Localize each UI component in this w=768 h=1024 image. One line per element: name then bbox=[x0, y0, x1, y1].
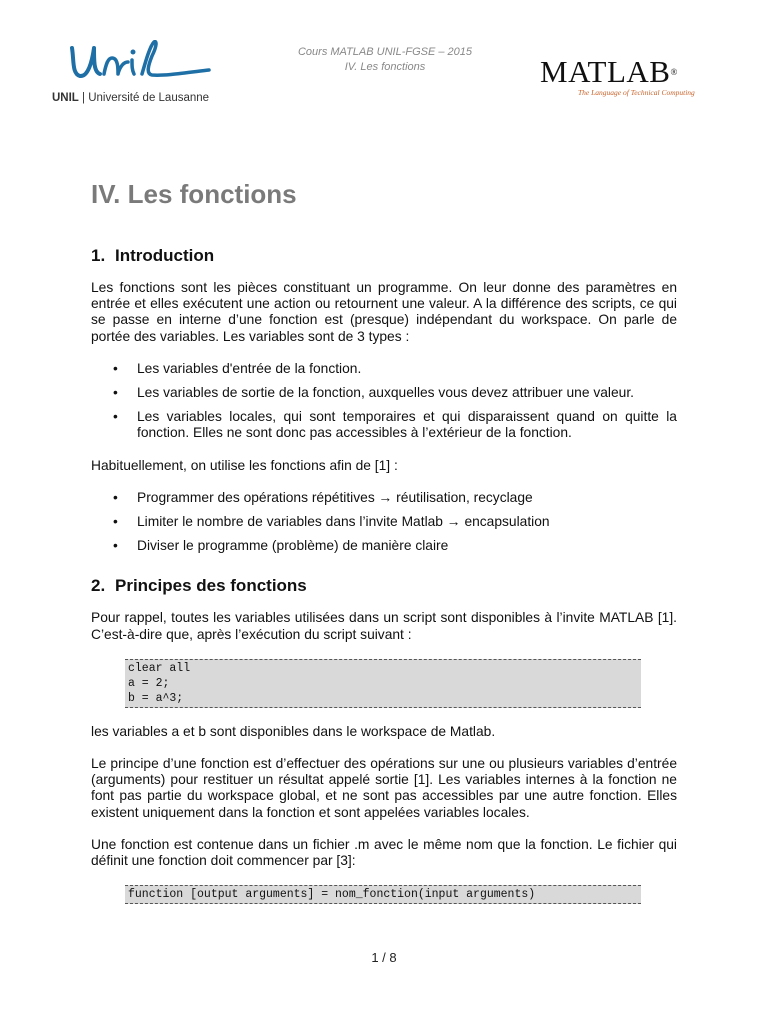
paragraph: Habituellement, on utilise les fonctions afin de [1] : bbox=[91, 457, 398, 473]
code-line: b = a^3; bbox=[128, 691, 184, 705]
document-body bbox=[91, 178, 677, 920]
unil-wordmark-icon bbox=[64, 40, 214, 90]
matlab-tagline: The Language of Technical Computing bbox=[578, 88, 695, 97]
running-header bbox=[250, 45, 520, 75]
page-number: 1 / 8 bbox=[371, 950, 397, 965]
list-item: • Les variables de sortie de la fonction, auxquelles vous devez attribuer une valeur. bbox=[91, 385, 677, 401]
paragraph: les variables a et b sont disponibles dans le workspace de Matlab. bbox=[91, 723, 496, 739]
code-block bbox=[125, 659, 641, 708]
code-line: function [output arguments] = nom_fonction(input arguments) bbox=[128, 888, 536, 902]
code-block bbox=[125, 885, 641, 904]
paragraph: Pour rappel, toutes les variables utilisées dans un script sont disponibles à l’invite MATLAB [1]. C’est-à-dire que, après l’exécution du script suivant : bbox=[91, 610, 677, 642]
list-item: • Limiter le nombre de variables dans l’invite Matlab → encapsulation bbox=[91, 514, 677, 530]
unil-caption: UNIL | Université de Lausanne bbox=[52, 92, 210, 104]
list-item: • Programmer des opérations répétitives → réutilisation, recyclage bbox=[91, 490, 677, 506]
section-heading-principes: 2. Principes des fonctions bbox=[91, 576, 307, 596]
paragraph: Les fonctions sont les pièces constituant un programme. On leur donne des paramètres en entrée et elles exécutent une action ou retournent une valeur. A la différence des scripts, ce qui se passe en interne d’une fonction est (presque) indépendant du workspace. On parle de portée des variables. Les variables sont de 3 types : bbox=[91, 280, 677, 344]
bullet-list bbox=[91, 361, 677, 442]
paragraph: Une fonction est contenue dans un fichier .m avec le même nom que la fonction. Le fichier qui définit une fonction doit commencer par [3]: bbox=[91, 836, 677, 869]
chapter-label: IV. Les fonctions bbox=[344, 61, 426, 73]
unil-logo bbox=[52, 40, 242, 110]
matlab-logo bbox=[540, 56, 715, 100]
paragraph: Le principe d’une fonction est d’effectuer des opérations sur une ou plusieurs variables d’entrée (arguments) pour restituer un résultat appelé sortie [1]. Les variables internes à la fonction ne font pas partie du workspace global, et ne sont pas accessibles par une autre fonction. Elles existent uniquement dans la fonction et sont appelées variables locales. bbox=[91, 756, 677, 820]
list-item: • Diviser le programme (problème) de manière claire bbox=[91, 538, 677, 554]
page-title: IV. Les fonctions bbox=[91, 179, 297, 209]
code-line: a = 2; bbox=[128, 676, 170, 690]
matlab-wordmark: MATLAB bbox=[540, 54, 671, 89]
bullet-list bbox=[91, 490, 677, 555]
list-item: • Les variables d'entrée de la fonction. bbox=[91, 361, 677, 377]
registered-mark: ® bbox=[670, 67, 678, 77]
code-line: clear all bbox=[128, 661, 191, 675]
course-label: Cours MATLAB UNIL-FGSE – 2015 bbox=[297, 46, 473, 58]
section-heading-introduction: 1. Introduction bbox=[91, 246, 215, 265]
list-item: • Les variables locales, qui sont temporaires et qui disparaissent quand on quitte la fonction. Elles ne sont donc pas accessibles à l’extérieur de la fonction. bbox=[91, 409, 677, 441]
